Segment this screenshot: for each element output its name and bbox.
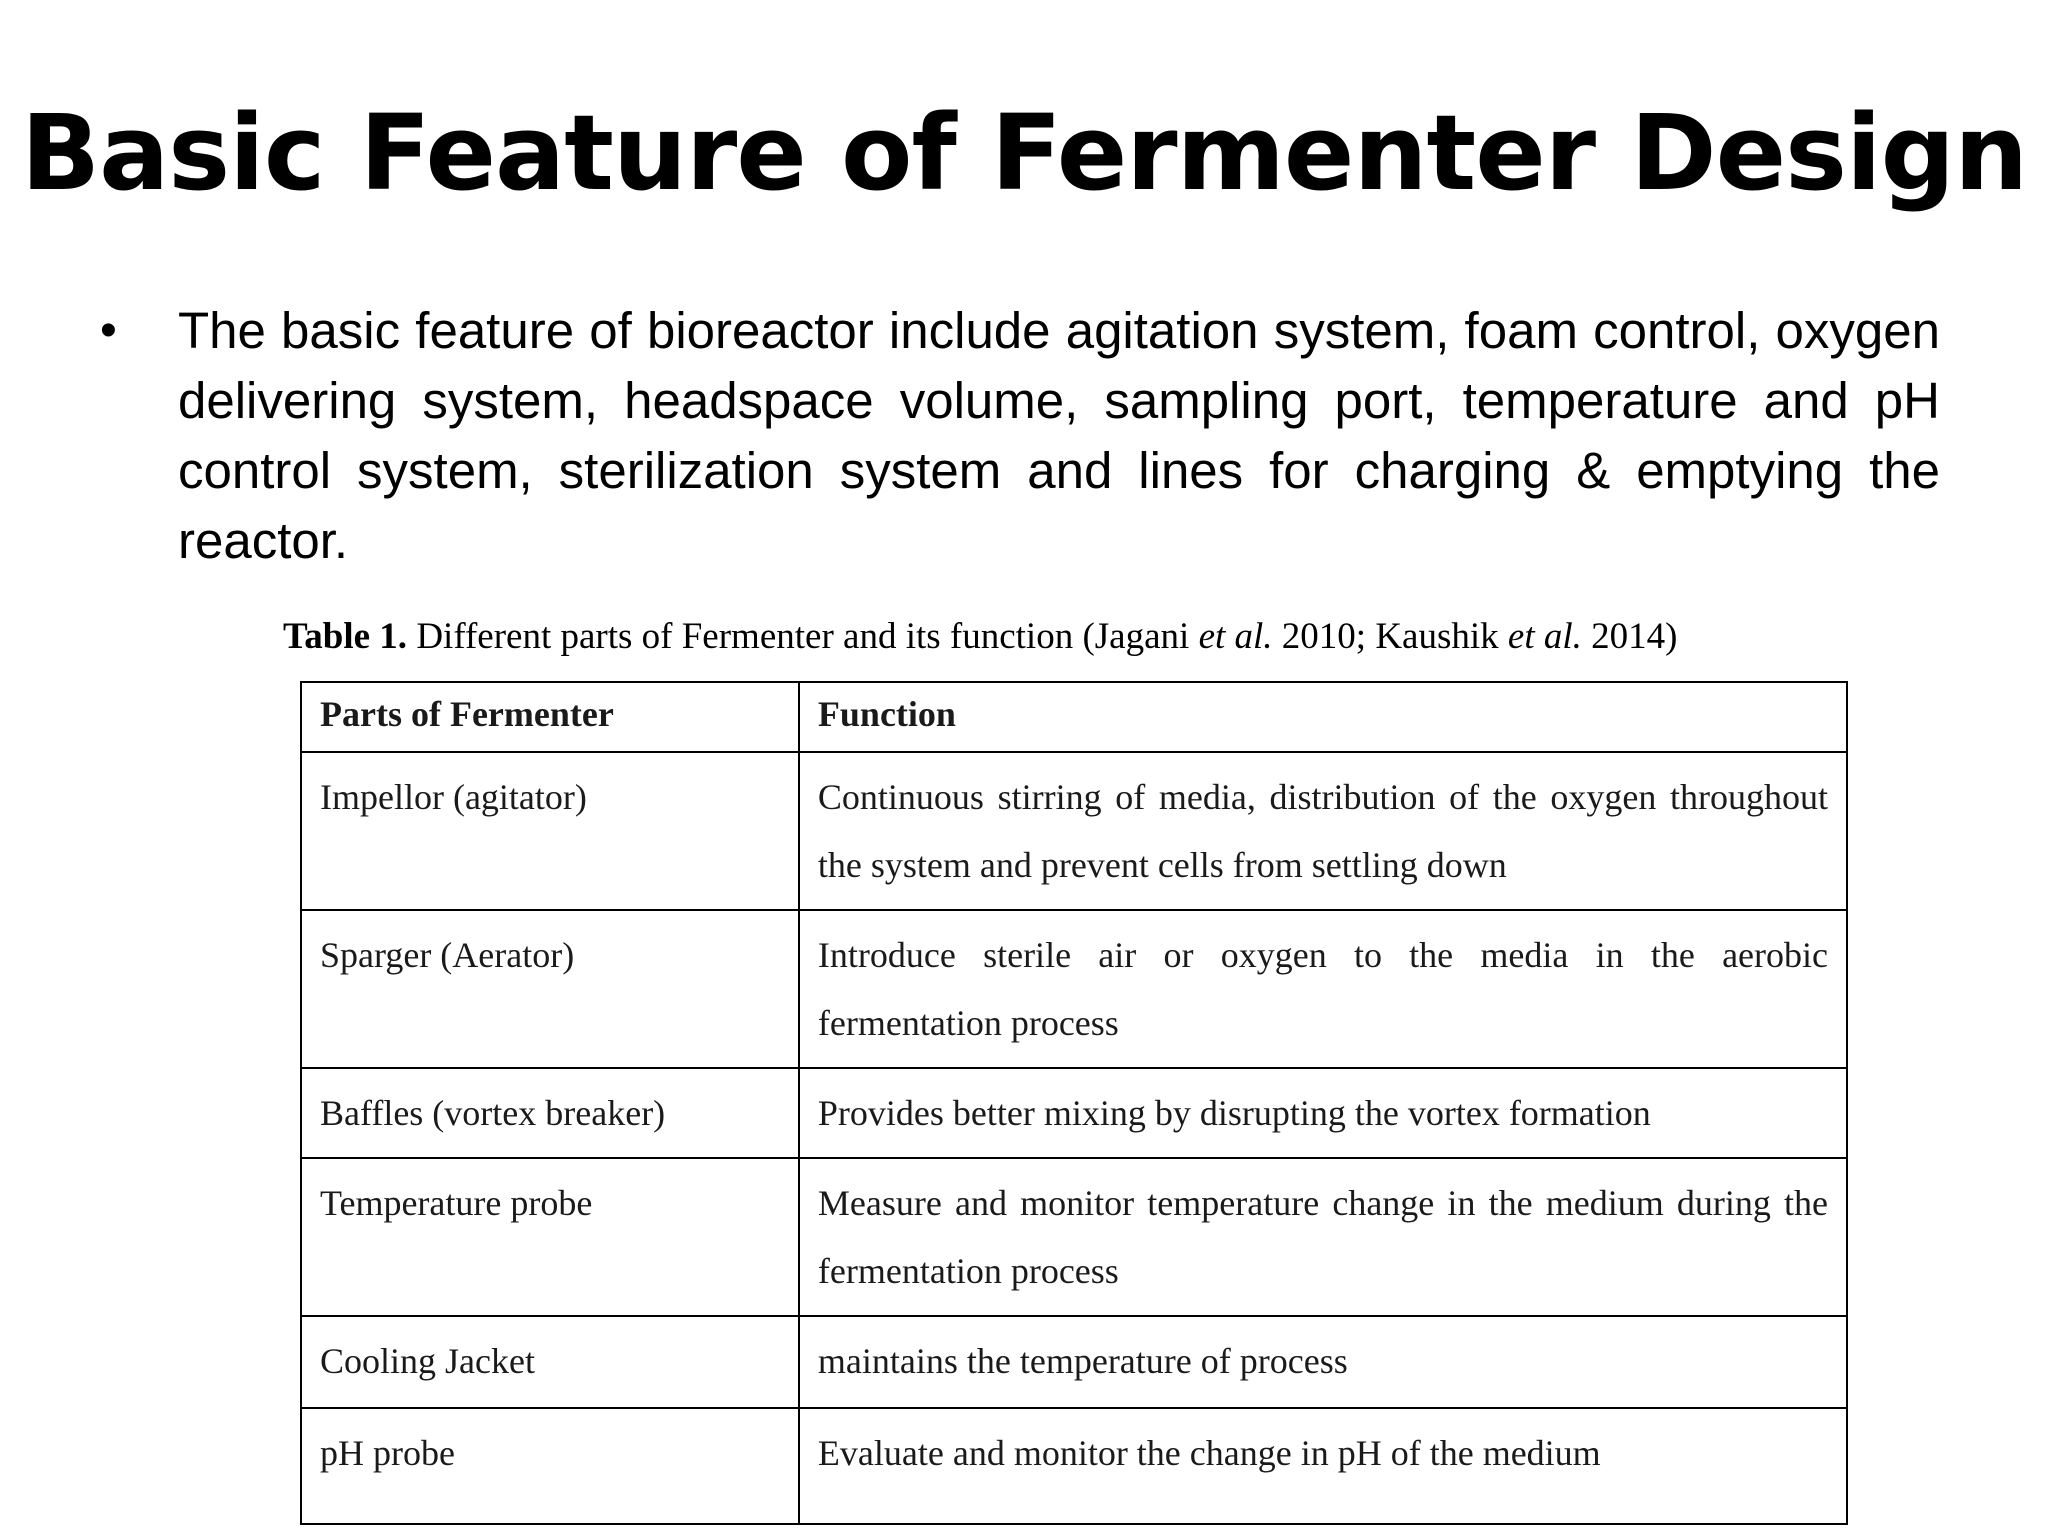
header-parts: Parts of Fermenter [301,682,799,752]
table-caption-etal-1: et al. [1198,616,1273,657]
table-row [301,1316,1847,1408]
cell-function: Continuous stirring of media, distribution of the oxygen throughout the system and prevent cells from settling down [799,752,1847,910]
slide-title: Basic Feature of Fermenter Design [20,92,2028,214]
cell-part: Sparger (Aerator) [301,910,799,1068]
table-row [301,1068,1847,1158]
bullet-text: The basic feature of bioreactor include agitation system, foam control, oxygen delivering system, headspace volume, sampling port, temperature and pH control system, sterilization system and lines for charging & emptying the reactor. [178,302,1940,569]
cell-part: pH probe [301,1408,799,1524]
cell-part: Baffles (vortex breaker) [301,1068,799,1158]
cell-part: Cooling Jacket [301,1316,799,1408]
table-caption-text-before: Different parts of Fermenter and its function (Jagani [407,616,1199,657]
cell-function: Measure and monitor temperature change in the medium during the fermentation process [799,1158,1847,1316]
table-row [301,910,1847,1068]
table-row [301,1408,1847,1524]
table-row [301,1158,1847,1316]
cell-function: Evaluate and monitor the change in pH of the medium [799,1408,1847,1524]
cell-part: Impellor (agitator) [301,752,799,910]
cell-function: Introduce sterile air or oxygen to the media in the aerobic fermentation process [799,910,1847,1068]
header-function: Function [799,682,1847,752]
cell-function: maintains the temperature of process [799,1316,1847,1408]
cell-part: Temperature probe [301,1158,799,1316]
table-header-row [301,682,1847,752]
table-caption-text-middle: 2010; Kaushik [1272,616,1508,657]
bullet-dot-icon: • [100,304,117,357]
table-caption-etal-2: et al. [1507,616,1582,657]
fermenter-parts-table [300,681,1848,1525]
table-caption-label: Table 1. [283,616,408,657]
table-caption [283,612,1883,662]
cell-function: Provides better mixing by disrupting the vortex formation [799,1068,1847,1158]
table-row [301,752,1847,910]
table-caption-text-after: 2014) [1581,616,1678,657]
